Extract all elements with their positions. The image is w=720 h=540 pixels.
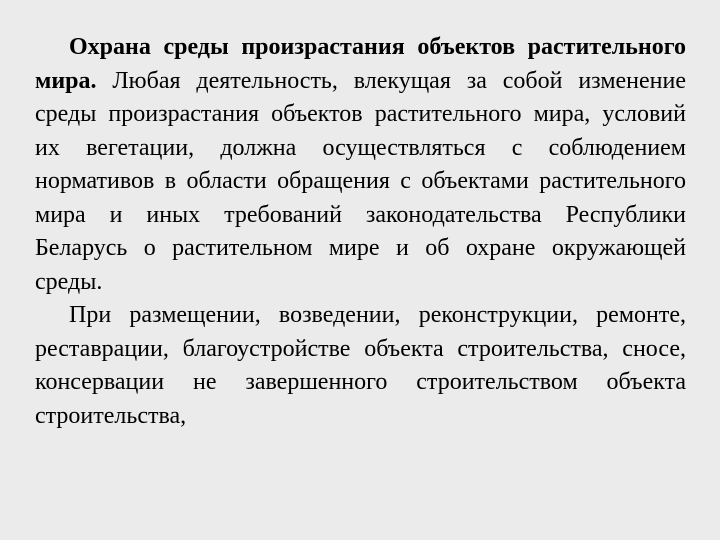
paragraph-text: Любая деятельность, влекущая за собой изменение среды произрастания объектов растительного мира, условий их вегетации, должна осуществляться с соблюдением нормативов в области обращения с объектами растительного мира и иных требований законодательства Республики Беларусь о растительном мире и об охране окружающей среды. <box>35 67 686 295</box>
paragraph-plant-habitat-protection <box>35 31 686 299</box>
document-page <box>35 31 686 433</box>
paragraph-construction <box>35 299 686 433</box>
paragraph-heading: Охрана среды произрастания объектов растительного мира. <box>35 34 686 94</box>
paragraph-text: При размещении, возведении, реконструкции, ремонте, реставрации, благоустройстве объекта строительства, сносе, консервации не завершенного строительством объекта строительства, <box>35 302 686 429</box>
